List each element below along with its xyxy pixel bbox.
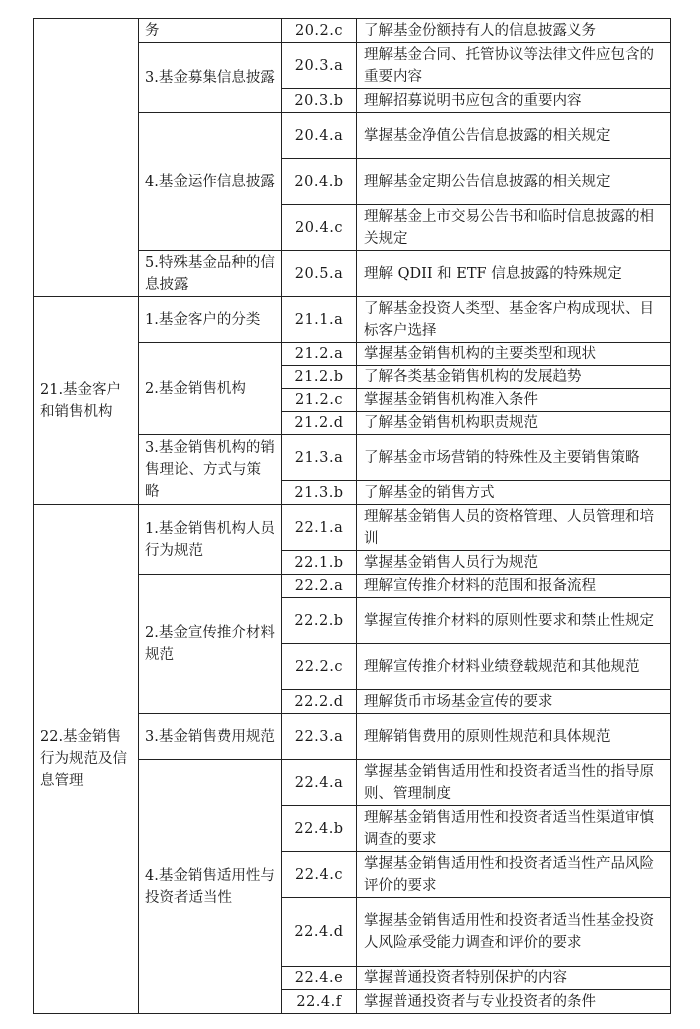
code-cell: 20.4.a — [282, 113, 357, 159]
section-cell: 4.基金销售适用性与投资者适当性 — [139, 760, 282, 1014]
section-cell: 1.基金销售机构人员行为规范 — [139, 505, 282, 575]
requirement-cell: 掌握基金销售机构准入条件 — [357, 389, 671, 412]
requirement-cell: 掌握基金销售适用性和投资者适当性产品风险评价的要求 — [357, 852, 671, 898]
requirement-cell: 掌握普通投资者特别保护的内容 — [357, 967, 671, 990]
code-cell: 22.4.b — [282, 806, 357, 852]
section-cell: 3.基金募集信息披露 — [139, 43, 282, 113]
requirement-cell: 理解招募说明书应包含的重要内容 — [357, 89, 671, 113]
requirement-cell: 掌握基金销售人员行为规范 — [357, 551, 671, 575]
code-cell: 21.1.a — [282, 297, 357, 343]
code-cell: 22.4.d — [282, 898, 357, 967]
code-cell: 21.2.d — [282, 412, 357, 435]
requirement-cell: 理解基金合同、托管协议等法律文件应包含的重要内容 — [357, 43, 671, 89]
requirement-cell: 掌握宣传推介材料的原则性要求和禁止性规定 — [357, 598, 671, 644]
requirement-cell: 掌握基金净值公告信息披露的相关规定 — [357, 113, 671, 159]
code-cell: 22.3.a — [282, 714, 357, 760]
code-cell: 22.2.d — [282, 690, 357, 714]
chapter-cell — [34, 19, 139, 297]
code-cell: 22.4.f — [282, 990, 357, 1014]
code-cell: 21.3.a — [282, 435, 357, 481]
code-cell: 20.3.b — [282, 89, 357, 113]
section-cell: 3.基金销售费用规范 — [139, 714, 282, 760]
requirement-cell: 了解基金份额持有人的信息披露义务 — [357, 19, 671, 43]
requirement-cell: 掌握基金销售适用性和投资者适当性的指导原则、管理制度 — [357, 760, 671, 806]
requirement-cell: 掌握普通投资者与专业投资者的条件 — [357, 990, 671, 1014]
chapter-cell: 22.基金销售行为规范及信息管理 — [34, 505, 139, 1014]
code-cell: 20.2.c — [282, 19, 357, 43]
requirement-cell: 理解宣传推介材料的范围和报备流程 — [357, 575, 671, 598]
code-cell: 22.1.b — [282, 551, 357, 575]
requirement-cell: 理解货币市场基金宣传的要求 — [357, 690, 671, 714]
section-cell: 5.特殊基金品种的信息披露 — [139, 251, 282, 297]
requirement-cell: 了解基金市场营销的特殊性及主要销售策略 — [357, 435, 671, 481]
table-row — [34, 19, 671, 43]
code-cell: 22.4.c — [282, 852, 357, 898]
code-cell: 21.2.c — [282, 389, 357, 412]
code-cell: 22.2.a — [282, 575, 357, 598]
requirement-cell: 理解基金上市交易公告书和临时信息披露的相关规定 — [357, 205, 671, 251]
chapter-cell: 21.基金客户和销售机构 — [34, 297, 139, 505]
code-cell: 21.2.a — [282, 343, 357, 366]
section-cell: 务 — [139, 19, 282, 43]
section-cell: 2.基金销售机构 — [139, 343, 282, 435]
table-row — [34, 297, 671, 343]
syllabus-table — [33, 18, 671, 1014]
code-cell: 22.2.c — [282, 644, 357, 690]
requirement-cell: 理解销售费用的原则性规范和具体规范 — [357, 714, 671, 760]
section-cell: 1.基金客户的分类 — [139, 297, 282, 343]
code-cell: 21.3.b — [282, 481, 357, 505]
code-cell: 20.4.b — [282, 159, 357, 205]
code-cell: 22.2.b — [282, 598, 357, 644]
code-cell: 20.5.a — [282, 251, 357, 297]
code-cell: 20.4.c — [282, 205, 357, 251]
section-cell: 3.基金销售机构的销售理论、方式与策略 — [139, 435, 282, 505]
requirement-cell: 理解 QDII 和 ETF 信息披露的特殊规定 — [357, 251, 671, 297]
code-cell: 20.3.a — [282, 43, 357, 89]
section-cell: 4.基金运作信息披露 — [139, 113, 282, 251]
code-cell: 22.1.a — [282, 505, 357, 551]
requirement-cell: 理解基金销售适用性和投资者适当性渠道审慎调查的要求 — [357, 806, 671, 852]
section-cell: 2.基金宣传推介材料规范 — [139, 575, 282, 714]
requirement-cell: 了解基金的销售方式 — [357, 481, 671, 505]
code-cell: 22.4.e — [282, 967, 357, 990]
requirement-cell: 理解基金定期公告信息披露的相关规定 — [357, 159, 671, 205]
requirement-cell: 掌握基金销售机构的主要类型和现状 — [357, 343, 671, 366]
code-cell: 21.2.b — [282, 366, 357, 389]
requirement-cell: 了解基金投资人类型、基金客户构成现状、目标客户选择 — [357, 297, 671, 343]
requirement-cell: 理解宣传推介材料业绩登载规范和其他规范 — [357, 644, 671, 690]
requirement-cell: 了解各类基金销售机构的发展趋势 — [357, 366, 671, 389]
requirement-cell: 掌握基金销售适用性和投资者适当性基金投资人风险承受能力调查和评价的要求 — [357, 898, 671, 967]
requirement-cell: 了解基金销售机构职责规范 — [357, 412, 671, 435]
code-cell: 22.4.a — [282, 760, 357, 806]
table-row — [34, 505, 671, 551]
requirement-cell: 理解基金销售人员的资格管理、人员管理和培训 — [357, 505, 671, 551]
